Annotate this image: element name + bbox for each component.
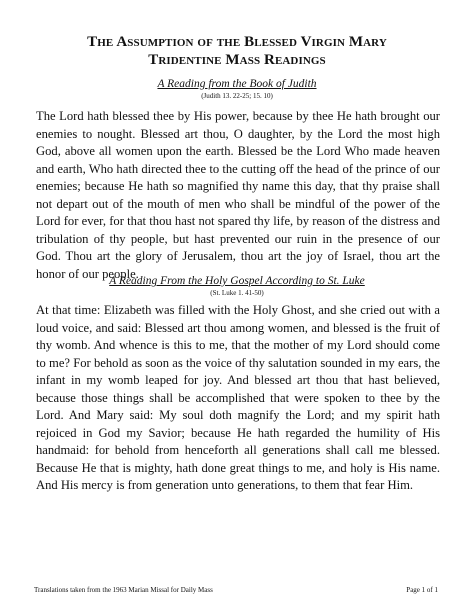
footer-source: Translations taken from the 1963 Marian Missal for Daily Mass <box>34 586 213 594</box>
footer-page-number: Page 1 of 1 <box>406 586 438 594</box>
page-title: The Assumption of the Blessed Virgin Mary <box>87 34 387 50</box>
reading-1-citation: (Judith 13. 22-25; 15. 10) <box>201 92 273 100</box>
page-subtitle: Tridentine Mass Readings <box>148 52 326 68</box>
reading-2-citation: (St. Luke 1. 41-50) <box>210 289 264 297</box>
reading-1-heading: A Reading from the Book of Judith <box>157 78 317 90</box>
reading-2-heading: A Reading From the Holy Gospel According to St. Luke <box>109 275 365 287</box>
reading-1-text: The Lord hath blessed thee by His power, because by thee He hath brought our enemies to nought. Blessed art thou, O daughter, by the Lord the most high God, above all women upon the earth. Blessed be the Lord Who made heaven and earth, Who hath directed thee to the cutting off the head of the prince of our enemies; because He hath so magnified thy name this day, that thy praise shall not depart out of the mouth of men who shall be mindful of the power of the Lord for ever, for that thou hast not spared thy life, by reason of the distress and tribulation of thy people, but hast prevented our ruin in the presence of our God. Thou art the glory of Jerusalem, thou art the joy of Israel, thou art the honor of our people. <box>36 109 440 281</box>
reading-2-text: At that time: Elizabeth was filled with the Holy Ghost, and she cried out with a loud voice, and said: Blessed art thou among women, and blessed is the fruit of thy womb. And whence is this to me, that the mother of my Lord should come to me? For behold as soon as the voice of thy salutation sounded in my ears, the infant in my womb leaped for joy. And blessed art thou that hast believed, because those things shall be accomplished that were spoken to thee by the Lord. And Mary said: My soul doth magnify the Lord; and my spirit hath rejoiced in God my Savior; because He hath regarded the humility of His handmaid: for behold from henceforth all generations shall call me blessed. Because He that is mighty, hath done great things to me, and holy is His name. And His mercy is from generation unto generations, to them that fear Him. <box>36 303 440 492</box>
